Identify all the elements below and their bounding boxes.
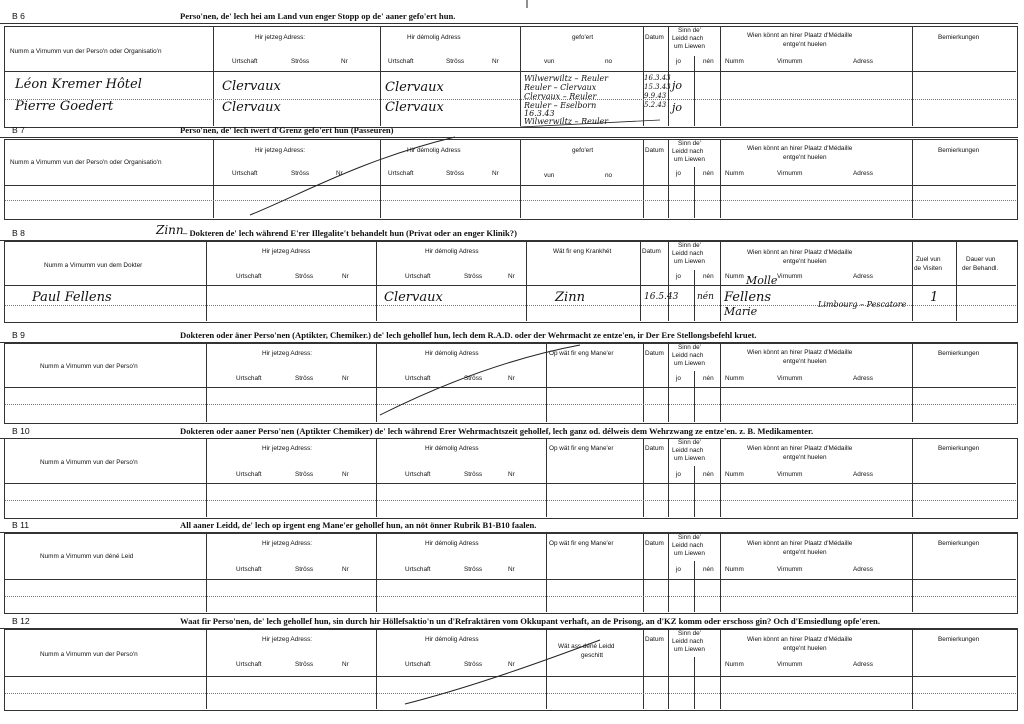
col-gefoert: gefo'ert	[572, 147, 594, 154]
col-nr: Nr	[342, 471, 349, 478]
col-nr: Nr	[508, 471, 515, 478]
col-nr: Nr	[508, 375, 515, 382]
handwritten-address: Clervaux	[222, 79, 281, 94]
col-nr: Nr	[492, 58, 499, 65]
col-stross: Ströss	[464, 375, 483, 382]
handwritten-alive: nén	[697, 292, 714, 302]
col-bemerk: Bemierkungen	[938, 34, 980, 41]
col-alive: um Liewen	[674, 258, 705, 265]
section-title: Dokteren oder aaner Perso'nen (Aptikter Chemiker) de' lech während Erer Wehrmachtszeit gehollef, lech ganz od. délweis dem Wehrzwang ze entze'en. z. B. Medikamenter.	[180, 426, 814, 436]
col-alive: um Liewen	[674, 360, 705, 367]
col-urtschaft: Urtschaft	[405, 661, 431, 668]
section-title: – Dokteren de' lech während E'rer Illegalite't behandelt hun (Privat oder an enger Klinik?)	[183, 228, 517, 238]
col-virnumm: Virnumm	[777, 375, 803, 382]
col-medal: Wien könnt an hirer Plaatz d'Médaille	[747, 445, 853, 452]
col-numm: Numm	[725, 375, 744, 382]
col-urtschaft: Urtschaft	[236, 273, 262, 280]
handwritten-jo: jo	[672, 101, 683, 114]
col-medal: Wien könnt an hirer Plaatz d'Médaille	[747, 32, 853, 39]
col-gefoert: gefo'ert	[572, 34, 594, 41]
col-cur-addr: Hir jetzeg Adress:	[255, 147, 306, 154]
col-urtschaft: Urtschaft	[405, 273, 431, 280]
section-title: Perso'nen, de' lech iwert d'Grenz gefo'ert hun (Passeuren)	[180, 125, 394, 135]
handwritten-heir-address: Limbourg – Pescatore	[818, 300, 907, 309]
col-alive: Sinn de'	[678, 344, 701, 351]
col-vun: vun	[544, 58, 555, 65]
col-alive: um Liewen	[674, 455, 705, 462]
section-header-b7	[0, 124, 1018, 138]
col-alive: Sinn de'	[678, 630, 701, 637]
column-name: Numm a Virnumm vun der Perso'n	[40, 459, 138, 466]
col-nen: nén	[703, 566, 714, 573]
col-alive: Leidd nach	[672, 447, 704, 454]
col-medal: Wien könnt an hirer Plaatz d'Médaille	[747, 349, 853, 356]
handwritten-route: Reuler – Clervaux	[524, 83, 597, 92]
col-bemerk: Bemierkungen	[938, 350, 980, 357]
col-datum: Datum	[645, 540, 664, 547]
col-alive: um Liewen	[674, 550, 705, 557]
handwritten-heir: Fellens	[724, 290, 772, 305]
col-numm: Numm	[725, 566, 744, 573]
section-code: B 10	[12, 426, 30, 436]
col-old-addr: Hir démolig Adress	[407, 147, 461, 154]
handwritten-heir: Marie	[724, 305, 758, 318]
col-alive: Leidd nach	[672, 250, 704, 257]
col-cur-addr: Hir jetzeg Adress:	[262, 445, 313, 452]
col-nr: Nr	[492, 170, 499, 177]
col-jo: jo	[676, 58, 681, 65]
col-krankhet: Wät fir eng Krankhét	[553, 248, 612, 255]
col-wat: Wät ass déné Leidd	[558, 643, 615, 650]
col-old-addr: Hir démolig Adress	[425, 248, 479, 255]
col-virnumm: Virnumm	[777, 170, 803, 177]
col-urtschaft: Urtschaft	[405, 375, 431, 382]
col-urtschaft: Urtschaft	[405, 471, 431, 478]
handwritten-date: 16.3.43	[644, 74, 671, 82]
col-urtschaft: Urtschaft	[405, 566, 431, 573]
col-alive: um Liewen	[674, 43, 705, 50]
table-b7	[4, 139, 1018, 220]
col-alive: Sinn de'	[678, 242, 701, 249]
column-name: Numm a Virnumm vun déné Leid	[40, 553, 134, 560]
col-alive: um Liewen	[674, 646, 705, 653]
col-jo: jo	[676, 566, 681, 573]
table-b12	[4, 629, 1018, 711]
col-zuel: Zuel vun	[916, 256, 941, 263]
table-b9	[4, 343, 1018, 424]
col-virnumm: Virnumm	[777, 58, 803, 65]
col-virnumm: Virnumm	[777, 273, 803, 280]
col-no: no	[605, 58, 613, 65]
handwritten-doctor-name: Paul Fellens	[32, 290, 112, 305]
col-bemerk: Bemierkungen	[938, 540, 980, 547]
section-title: All aaner Leidd, de' lech op irgent eng Mane'er gehollef hun, an nöt önner Rubrik B1-B10 faalen.	[180, 520, 537, 530]
column-name: Numm a Virnumm vun der Perso'n oder Organisatio'n	[10, 159, 162, 166]
section-code: B 12	[12, 616, 30, 626]
col-urtschaft: Urtschaft	[236, 375, 262, 382]
col-alive: um Liewen	[674, 156, 705, 163]
col-bemerk: Bemierkungen	[938, 445, 980, 452]
section-header-b12	[0, 615, 1018, 629]
col-nr: Nr	[342, 375, 349, 382]
col-virnumm: Virnumm	[777, 661, 803, 668]
col-numm: Numm	[725, 170, 744, 177]
col-medal: Wien könnt an hirer Plaatz d'Médaille	[747, 249, 853, 256]
col-nen: nén	[703, 375, 714, 382]
col-adress: Adress	[853, 566, 873, 573]
col-adress: Adress	[853, 170, 873, 177]
col-old-addr: Hir démolig Adress	[425, 636, 479, 643]
col-cur-addr: Hir jetzeg Adress	[262, 248, 311, 255]
col-maner: Op wät fir eng Mane'er	[549, 540, 614, 547]
col-nr: Nr	[508, 661, 515, 668]
col-stross: Ströss	[464, 566, 483, 573]
col-alive: Leidd nach	[672, 638, 704, 645]
handwritten-visits: 1	[930, 290, 939, 305]
handwritten-route: Wilwerwiltz – Reuler	[524, 117, 609, 126]
column-name: Numm a Virnumm vun dem Dokter	[44, 262, 143, 269]
col-urtschaft: Urtschaft	[236, 661, 262, 668]
col-urtschaft: Urtschaft	[388, 58, 414, 65]
col-jo: jo	[676, 471, 681, 478]
handwritten-name: Léon Kremer Hôtel	[15, 77, 142, 92]
section-code: B 6	[12, 11, 25, 21]
section-code: B 11	[12, 520, 30, 530]
col-zuel: de Visiten	[914, 265, 942, 272]
col-adress: Adress	[853, 471, 873, 478]
col-urtschaft: Urtschaft	[232, 170, 258, 177]
col-stross: Ströss	[291, 58, 310, 65]
col-numm: Numm	[725, 58, 744, 65]
col-urtschaft: Urtschaft	[232, 58, 258, 65]
col-numm: Numm	[725, 273, 744, 280]
col-medal: entge'nt huelen	[783, 41, 827, 48]
col-nr: Nr	[342, 273, 349, 280]
section-header-b11	[0, 519, 1018, 533]
col-stross: Ströss	[446, 58, 465, 65]
col-medal: entge'nt huelen	[783, 549, 827, 556]
col-old-addr: Hir démolig Adress	[425, 540, 479, 547]
section-header-b10	[0, 425, 1018, 439]
handwritten-route: Clervaux – Reuler	[524, 92, 597, 101]
section-code: B 9	[12, 330, 25, 340]
col-alive: Leidd nach	[672, 352, 704, 359]
col-alive: Sinn de'	[678, 140, 701, 147]
col-urtschaft: Urtschaft	[236, 566, 262, 573]
col-alive: Leidd nach	[672, 542, 704, 549]
col-datum: Datum	[645, 350, 664, 357]
col-old-addr: Hir démolig Adress	[407, 34, 461, 41]
section-code: B 8	[12, 228, 25, 238]
col-datum: Datum	[645, 445, 664, 452]
section-header-b9	[0, 329, 1018, 343]
col-jo: jo	[676, 170, 681, 177]
col-medal: Wien könnt an hirer Plaatz d'Médaille	[747, 540, 853, 547]
col-medal: entge'nt huelen	[783, 454, 827, 461]
col-nen: nén	[703, 273, 714, 280]
col-stross: Ströss	[295, 375, 314, 382]
col-medal: entge'nt huelen	[783, 645, 827, 652]
col-datum: Datum	[645, 147, 664, 154]
col-stross: Ströss	[295, 661, 314, 668]
col-cur-addr: Hir jetzeg Adress:	[262, 540, 313, 547]
col-nr: Nr	[341, 58, 348, 65]
handwritten-route: 16.3.43	[524, 109, 555, 118]
col-cur-addr: Hir jetzeg Adress:	[262, 350, 313, 357]
col-urtschaft: Urtschaft	[388, 170, 414, 177]
col-no: no	[605, 172, 613, 179]
col-numm: Numm	[725, 661, 744, 668]
col-old-addr: Hir démolig Adress	[425, 445, 479, 452]
section-header-b6	[0, 10, 1018, 24]
col-alive: Leidd nach	[672, 148, 704, 155]
col-nr: Nr	[342, 661, 349, 668]
table-b8	[4, 241, 1018, 323]
column-name: Numm a Virnumm vun der Perso'n oder Organisatio'n	[10, 48, 162, 55]
col-stross: Ströss	[464, 661, 483, 668]
col-stross: Ströss	[291, 170, 310, 177]
col-stross: Ströss	[295, 566, 314, 573]
col-dauer: Dauer vun	[966, 256, 996, 263]
col-alive: Sinn de'	[678, 439, 701, 446]
col-stross: Ströss	[446, 170, 465, 177]
col-stross: Ströss	[295, 471, 314, 478]
col-maner: Op wät fir eng Mane'er	[549, 350, 614, 357]
section-header-b8	[0, 223, 1018, 241]
section-code: B 7	[12, 125, 25, 135]
col-medal: entge'nt huelen	[783, 358, 827, 365]
table-b6	[4, 26, 1018, 128]
handwritten-jo: jo	[672, 79, 683, 92]
col-jo: jo	[676, 375, 681, 382]
col-datum: Datum	[642, 248, 661, 255]
handwritten-route: Reuler – Eselborn	[524, 101, 597, 110]
handwritten-old-address: Clervaux	[385, 80, 444, 95]
handwritten-heir-name: Molle	[746, 274, 778, 287]
col-cur-addr: Hir jetzeg Adress:	[262, 636, 313, 643]
handwritten-note: Zinn	[156, 223, 184, 237]
col-nr: Nr	[336, 170, 343, 177]
col-numm: Numm	[725, 471, 744, 478]
col-old-addr: Hir démolig Adress	[425, 350, 479, 357]
col-nr: Nr	[342, 566, 349, 573]
col-datum: Datum	[645, 34, 664, 41]
col-nen: nén	[703, 170, 714, 177]
col-dauer: der Behandl.	[962, 265, 999, 272]
handwritten-date: 16.5.43	[644, 292, 679, 302]
section-title: Dokteren oder äner Perso'nen (Aptikter, Chemiker.) de' lech gehollef hun, lech dem R.A.D. oder der Wehrmacht ze entze'en, ir Der Ere Stellongsbefehl kruet.	[180, 330, 757, 340]
col-nen: nén	[703, 471, 714, 478]
col-bemerk: Bemierkungen	[938, 147, 980, 154]
col-vun: vun	[544, 172, 555, 179]
col-virnumm: Virnumm	[777, 471, 803, 478]
section-title: Perso'nen, de' lech hei am Land vun enger Stopp op de' aaner gefo'ert hun.	[180, 11, 456, 21]
col-adress: Adress	[853, 58, 873, 65]
col-alive: Leidd nach	[672, 35, 704, 42]
col-adress: Adress	[853, 375, 873, 382]
col-wat: geschitt	[581, 652, 604, 659]
col-stross: Ströss	[464, 273, 483, 280]
column-name: Numm a Virnumm vun der Perso'n	[40, 363, 138, 370]
col-medal: entge'nt huelen	[783, 258, 827, 265]
handwritten-old-address: Clervaux	[384, 290, 443, 305]
col-alive: Sinn de'	[678, 534, 701, 541]
handwritten-address: Clervaux	[222, 100, 281, 115]
col-jo: jo	[676, 273, 681, 280]
col-bemerk: Bemierkungen	[938, 636, 980, 643]
handwritten-disease: Zinn	[555, 290, 585, 305]
col-adress: Adress	[853, 273, 873, 280]
col-medal: Wien könnt an hirer Plaatz d'Médaille	[747, 636, 853, 643]
col-medal: Wien könnt an hirer Plaatz d'Médaille	[747, 145, 853, 152]
handwritten-old-address: Clervaux	[385, 100, 444, 115]
col-stross: Ströss	[295, 273, 314, 280]
col-adress: Adress	[853, 661, 873, 668]
handwritten-date: 9.9.43	[644, 92, 667, 100]
col-urtschaft: Urtschaft	[236, 471, 262, 478]
handwritten-date: 15.3.43	[644, 83, 671, 91]
handwritten-date: 5.2.43	[644, 101, 667, 109]
section-title: Waat fir Perso'nen, de' lech gehollef hun, sin durch hir Höllefsaktio'n un d'Refraktären vom Okkupant verhaft, an de Prisong, an d'KZ komm oder erschoss gin? Och d'Emsiedlung opfe'eren.	[180, 616, 880, 626]
column-name: Numm a Virnumm vun der Perso'n	[40, 651, 138, 658]
handwritten-name: Pierre Goedert	[15, 99, 114, 114]
col-datum: Datum	[645, 636, 664, 643]
col-nr: Nr	[508, 273, 515, 280]
col-virnumm: Virnumm	[777, 566, 803, 573]
col-nen: nén	[703, 58, 714, 65]
col-medal: entge'nt huelen	[783, 154, 827, 161]
col-cur-addr: Hir jetzeg Adress:	[255, 34, 306, 41]
handwritten-route: Wilwerwiltz – Reuler	[524, 74, 609, 83]
col-stross: Ströss	[464, 471, 483, 478]
col-alive: Sinn de'	[678, 27, 701, 34]
col-nr: Nr	[508, 566, 515, 573]
col-maner: Op wät fir eng Mane'er	[549, 445, 614, 452]
